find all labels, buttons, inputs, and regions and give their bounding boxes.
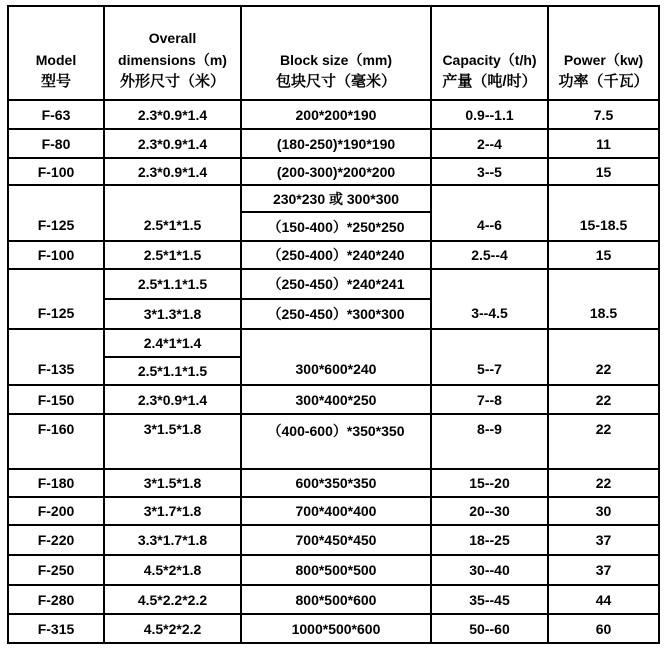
power-cell: 11	[548, 129, 659, 158]
capacity-cell: 8--9	[431, 414, 548, 469]
dims-cell: 2.5*1*1.5	[104, 185, 241, 241]
dims-cell: 3*1.3*1.8	[104, 299, 241, 329]
block-cell: （250-450）*240*241	[241, 269, 431, 299]
block-cell: 1000*500*600	[241, 614, 431, 643]
capacity-cell: 0.9--1.1	[431, 100, 548, 129]
power-cell: 7.5	[548, 100, 659, 129]
power-cell: 30	[548, 497, 659, 525]
capacity-cell: 2.5--4	[431, 241, 548, 269]
model-cell: F-250	[8, 555, 104, 585]
block-cell: （250-400）*240*240	[241, 241, 431, 269]
header-dimensions-line2: dimensions（m)	[118, 52, 227, 68]
header-block-cell	[241, 6, 431, 100]
dims-cell: 4.5*2.2*2.2	[104, 585, 241, 614]
machine-spec-table	[7, 5, 660, 644]
header-power-zh: 功率（千瓦）	[558, 73, 649, 90]
header-capacity-cell	[431, 6, 548, 100]
model-cell: F-180	[8, 469, 104, 497]
header-block-en: Block size（mm)	[279, 52, 393, 68]
power-cell: 15	[548, 241, 659, 269]
header-model-en: Model	[35, 52, 77, 68]
table-row	[8, 158, 659, 185]
dims-cell: 4.5*2*1.8	[104, 555, 241, 585]
dims-cell: 2.3*0.9*1.4	[104, 158, 241, 185]
model-cell: F-100	[8, 241, 104, 269]
header-block-zh: 包块尺寸（毫米）	[275, 73, 396, 90]
block-cell: 300*400*250	[241, 385, 431, 414]
model-cell: F-150	[8, 385, 104, 414]
capacity-cell: 5--7	[431, 329, 548, 385]
dims-cell: 3*1.7*1.8	[104, 497, 241, 525]
dims-cell: 2.5*1*1.5	[104, 241, 241, 269]
power-cell: 15-18.5	[548, 185, 659, 241]
power-cell: 22	[548, 385, 659, 414]
power-cell: 37	[548, 555, 659, 585]
block-cell: （400-600）*350*350	[241, 414, 431, 469]
table-row	[8, 241, 659, 269]
model-cell: F-200	[8, 497, 104, 525]
block-cell: 700*400*400	[241, 497, 431, 525]
capacity-cell: 3--4.5	[431, 269, 548, 329]
power-cell: 44	[548, 585, 659, 614]
model-cell: F-63	[8, 100, 104, 129]
capacity-cell: 4--6	[431, 185, 548, 241]
power-cell: 15	[548, 158, 659, 185]
model-cell: F-280	[8, 585, 104, 614]
header-dimensions-zh: 外形尺寸（米）	[119, 73, 225, 90]
table-row	[8, 185, 659, 212]
power-cell: 37	[548, 525, 659, 555]
table-row	[8, 525, 659, 555]
table-row	[8, 414, 659, 469]
dims-cell: 2.4*1*1.4	[104, 329, 241, 357]
capacity-cell: 20--30	[431, 497, 548, 525]
power-cell: 22	[548, 469, 659, 497]
model-cell: F-100	[8, 158, 104, 185]
block-cell: 300*600*240	[241, 329, 431, 385]
table-row	[8, 614, 659, 643]
block-cell: 230*230 或 300*300	[241, 185, 431, 212]
header-power-en: Power（kw)	[563, 52, 644, 68]
dims-cell: 2.3*0.9*1.4	[104, 129, 241, 158]
block-cell: 800*500*600	[241, 585, 431, 614]
block-cell: 800*500*500	[241, 555, 431, 585]
capacity-cell: 50--60	[431, 614, 548, 643]
dims-cell: 3*1.5*1.8	[104, 414, 241, 469]
header-model-zh: 型号	[40, 73, 71, 90]
table-row	[8, 329, 659, 357]
dims-cell: 2.5*1.1*1.5	[104, 269, 241, 299]
block-cell: (200-300)*200*200	[241, 158, 431, 185]
dims-cell: 2.3*0.9*1.4	[104, 385, 241, 414]
power-cell: 60	[548, 614, 659, 643]
model-cell: F-125	[8, 269, 104, 329]
model-cell: F-160	[8, 414, 104, 469]
power-cell: 22	[548, 329, 659, 385]
dims-cell: 4.5*2*2.2	[104, 614, 241, 643]
table-row	[8, 497, 659, 525]
table-row	[8, 385, 659, 414]
block-cell: （150-400）*250*250	[241, 212, 431, 241]
header-dimensions-cell	[104, 6, 241, 100]
dims-cell: 2.3*0.9*1.4	[104, 100, 241, 129]
table-row	[8, 269, 659, 299]
block-cell: 600*350*350	[241, 469, 431, 497]
model-cell: F-80	[8, 129, 104, 158]
table-row	[8, 585, 659, 614]
header-capacity-zh: 产量（吨/时）	[442, 73, 537, 90]
model-cell: F-220	[8, 525, 104, 555]
model-cell: F-125	[8, 185, 104, 241]
dims-cell: 2.5*1.1*1.5	[104, 357, 241, 385]
capacity-cell: 3--5	[431, 158, 548, 185]
capacity-cell: 35--45	[431, 585, 548, 614]
header-power-cell	[548, 6, 659, 100]
table-row	[8, 129, 659, 158]
table-row	[8, 469, 659, 497]
table-row	[8, 555, 659, 585]
capacity-cell: 15--20	[431, 469, 548, 497]
model-cell: F-315	[8, 614, 104, 643]
model-cell: F-135	[8, 329, 104, 385]
block-cell: (180-250)*190*190	[241, 129, 431, 158]
dims-cell: 3.3*1.7*1.8	[104, 525, 241, 555]
capacity-cell: 7--8	[431, 385, 548, 414]
capacity-cell: 2--4	[431, 129, 548, 158]
capacity-cell: 18--25	[431, 525, 548, 555]
header-model-cell	[8, 6, 104, 100]
header-capacity-en: Capacity（t/h)	[442, 52, 537, 68]
power-cell: 18.5	[548, 269, 659, 329]
block-cell: 700*450*450	[241, 525, 431, 555]
header-dimensions-line1: Overall	[148, 30, 197, 46]
header-row	[8, 6, 659, 100]
power-cell: 22	[548, 414, 659, 469]
block-cell: 200*200*190	[241, 100, 431, 129]
table-row	[8, 100, 659, 129]
capacity-cell: 30--40	[431, 555, 548, 585]
dims-cell: 3*1.5*1.8	[104, 469, 241, 497]
block-cell: （250-450）*300*300	[241, 299, 431, 329]
